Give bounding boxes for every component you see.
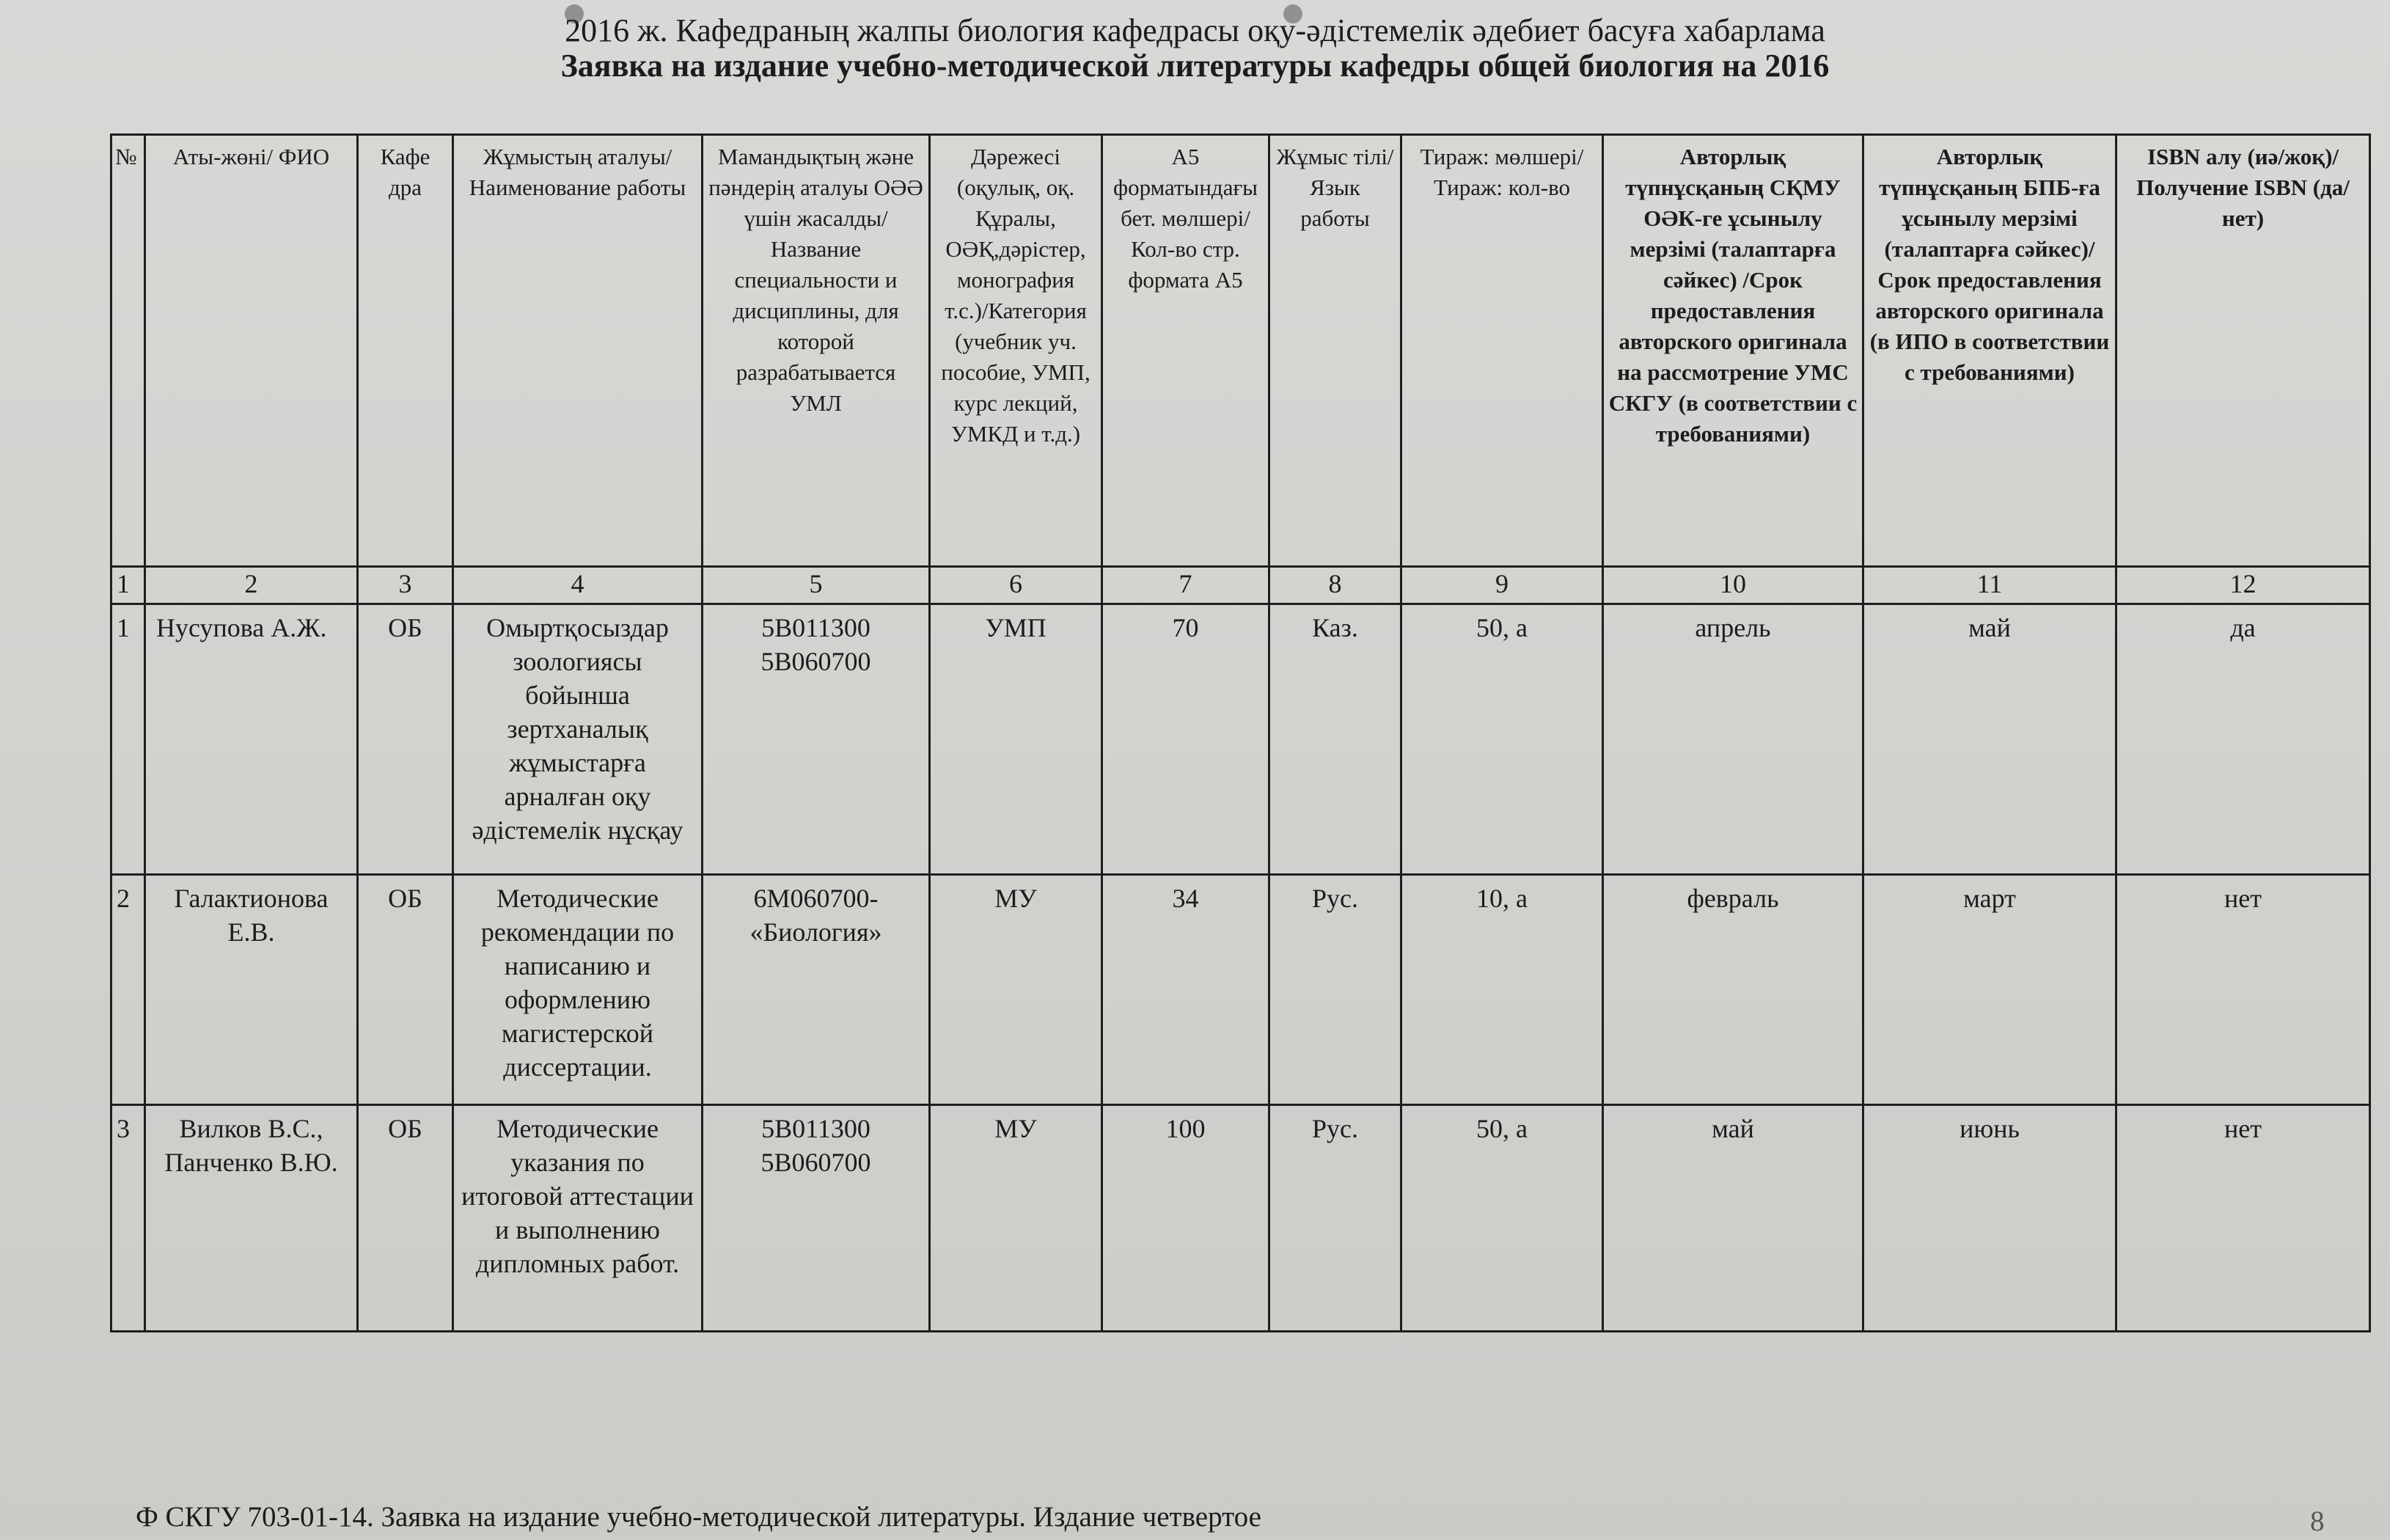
language: Рус.	[1269, 1105, 1401, 1332]
work-title: Методические указания по итоговой аттестации и выполнению дипломных работ.	[453, 1105, 703, 1332]
page-mark: 8	[2310, 1506, 2325, 1537]
category: МУ	[930, 1105, 1102, 1332]
ipo-deadline: март	[1863, 875, 2116, 1105]
column-number-row	[111, 567, 2370, 604]
author-name: Вилков В.С., Панченко В.Ю.	[145, 1105, 358, 1332]
table-row	[111, 604, 2370, 875]
row-number: 1	[111, 604, 145, 875]
department: ОБ	[358, 875, 453, 1105]
column-header-work-title: Жұмыстың аталуы/Наименование работы	[453, 135, 703, 567]
department: ОБ	[358, 1105, 453, 1332]
row-number: 3	[111, 1105, 145, 1332]
column-number: 12	[2116, 567, 2370, 604]
column-header-ums-deadline: Авторлық түпнұсқаның СҚМУ ОӘК-ге ұсынылу мерзімі (талаптарға сәйкес) /Срок предоставления авторского оригинала на рассмотрение УМС СКГУ (в соответствии с требованиями)	[1603, 135, 1863, 567]
page-count: 100	[1102, 1105, 1269, 1332]
column-number: 3	[358, 567, 453, 604]
column-number: 9	[1401, 567, 1603, 604]
category: УМП	[930, 604, 1102, 875]
column-number: 2	[145, 567, 358, 604]
column-header-department: Кафе дра	[358, 135, 453, 567]
tirage: 10, а	[1401, 875, 1603, 1105]
tirage: 50, а	[1401, 604, 1603, 875]
column-header-isbn: ISBN алу (иә/жоқ)/Получение ISBN (да/нет)	[2116, 135, 2370, 567]
column-number: 4	[453, 567, 703, 604]
author-name: Нусупова А.Ж.	[145, 604, 358, 875]
table-row	[111, 1105, 2370, 1332]
column-header-number: №	[111, 135, 145, 567]
column-number: 11	[1863, 567, 2116, 604]
department: ОБ	[358, 604, 453, 875]
column-header-name: Аты-жөні/ ФИО	[145, 135, 358, 567]
isbn-status: нет	[2116, 1105, 2370, 1332]
language: Каз.	[1269, 604, 1401, 875]
column-number: 5	[703, 567, 930, 604]
column-number: 10	[1603, 567, 1863, 604]
language: Рус.	[1269, 875, 1401, 1105]
column-number: 6	[930, 567, 1102, 604]
ums-deadline: май	[1603, 1105, 1863, 1332]
work-title: Омыртқосыздар зоологиясы бойынша зертханалық жұмыстарға арналған оқу әдістемелік нұсқау	[453, 604, 703, 875]
column-header-category: Дәрежесі (оқулық, оқ. Құралы, ОӘҚ,дәрістер, монография т.с.)/Категория (учебник уч. пособие, УМП, курс лекций, УМКД и т.д.)	[930, 135, 1102, 567]
column-header-tirage: Тираж: мөлшері/Тираж: кол-во	[1401, 135, 1603, 567]
column-header-language: Жұмыс тілі/Язык работы	[1269, 135, 1401, 567]
column-header-ipo-deadline: Авторлық түпнұсқаның БПБ-ға ұсынылу мерзімі (талаптарға сәйкес)/ Срок предоставления авторского оригинала (в ИПО в соответствии с требованиями)	[1863, 135, 2116, 567]
title-russian: Заявка на издание учебно-методической литературы кафедры общей биология на 2016	[560, 48, 1830, 84]
specialty-codes: 6М060700- «Биология»	[703, 875, 930, 1105]
title-kazakh: 2016 ж. Кафедраның жалпы биология кафедрасы оқу-әдістемелік әдебиет басуға хабарлама	[565, 12, 1825, 48]
column-number: 1	[111, 567, 145, 604]
ipo-deadline: июнь	[1863, 1105, 2116, 1332]
column-number: 7	[1102, 567, 1269, 604]
specialty-codes: 5В011300 5В060700	[703, 604, 930, 875]
author-name: Галактионова Е.В.	[145, 875, 358, 1105]
literature-request-table	[110, 133, 2371, 1332]
form-footer: Ф СКГУ 703-01-14. Заявка на издание учебно-методической литературы. Издание четвертое	[136, 1501, 1261, 1533]
isbn-status: да	[2116, 604, 2370, 875]
tirage: 50, а	[1401, 1105, 1603, 1332]
page-count: 70	[1102, 604, 1269, 875]
ipo-deadline: май	[1863, 604, 2116, 875]
column-header-pages: А5 форматындағы бет. мөлшері/Кол-во стр. формата А5	[1102, 135, 1269, 567]
category: МУ	[930, 875, 1102, 1105]
table-header-row	[111, 135, 2370, 567]
column-header-specialty: Мамандықтың және пәндерің аталуы ОӘӘ үшін жасалды/Название специальности и дисциплины, для которой разрабатывается УМЛ	[703, 135, 930, 567]
row-number: 2	[111, 875, 145, 1105]
column-number: 8	[1269, 567, 1401, 604]
page-count: 34	[1102, 875, 1269, 1105]
table-row	[111, 875, 2370, 1105]
work-title: Методические рекомендации по написанию и оформлению магистерской диссертации.	[453, 875, 703, 1105]
ums-deadline: февраль	[1603, 875, 1863, 1105]
isbn-status: нет	[2116, 875, 2370, 1105]
ums-deadline: апрель	[1603, 604, 1863, 875]
specialty-codes: 5В011300 5В060700	[703, 1105, 930, 1332]
